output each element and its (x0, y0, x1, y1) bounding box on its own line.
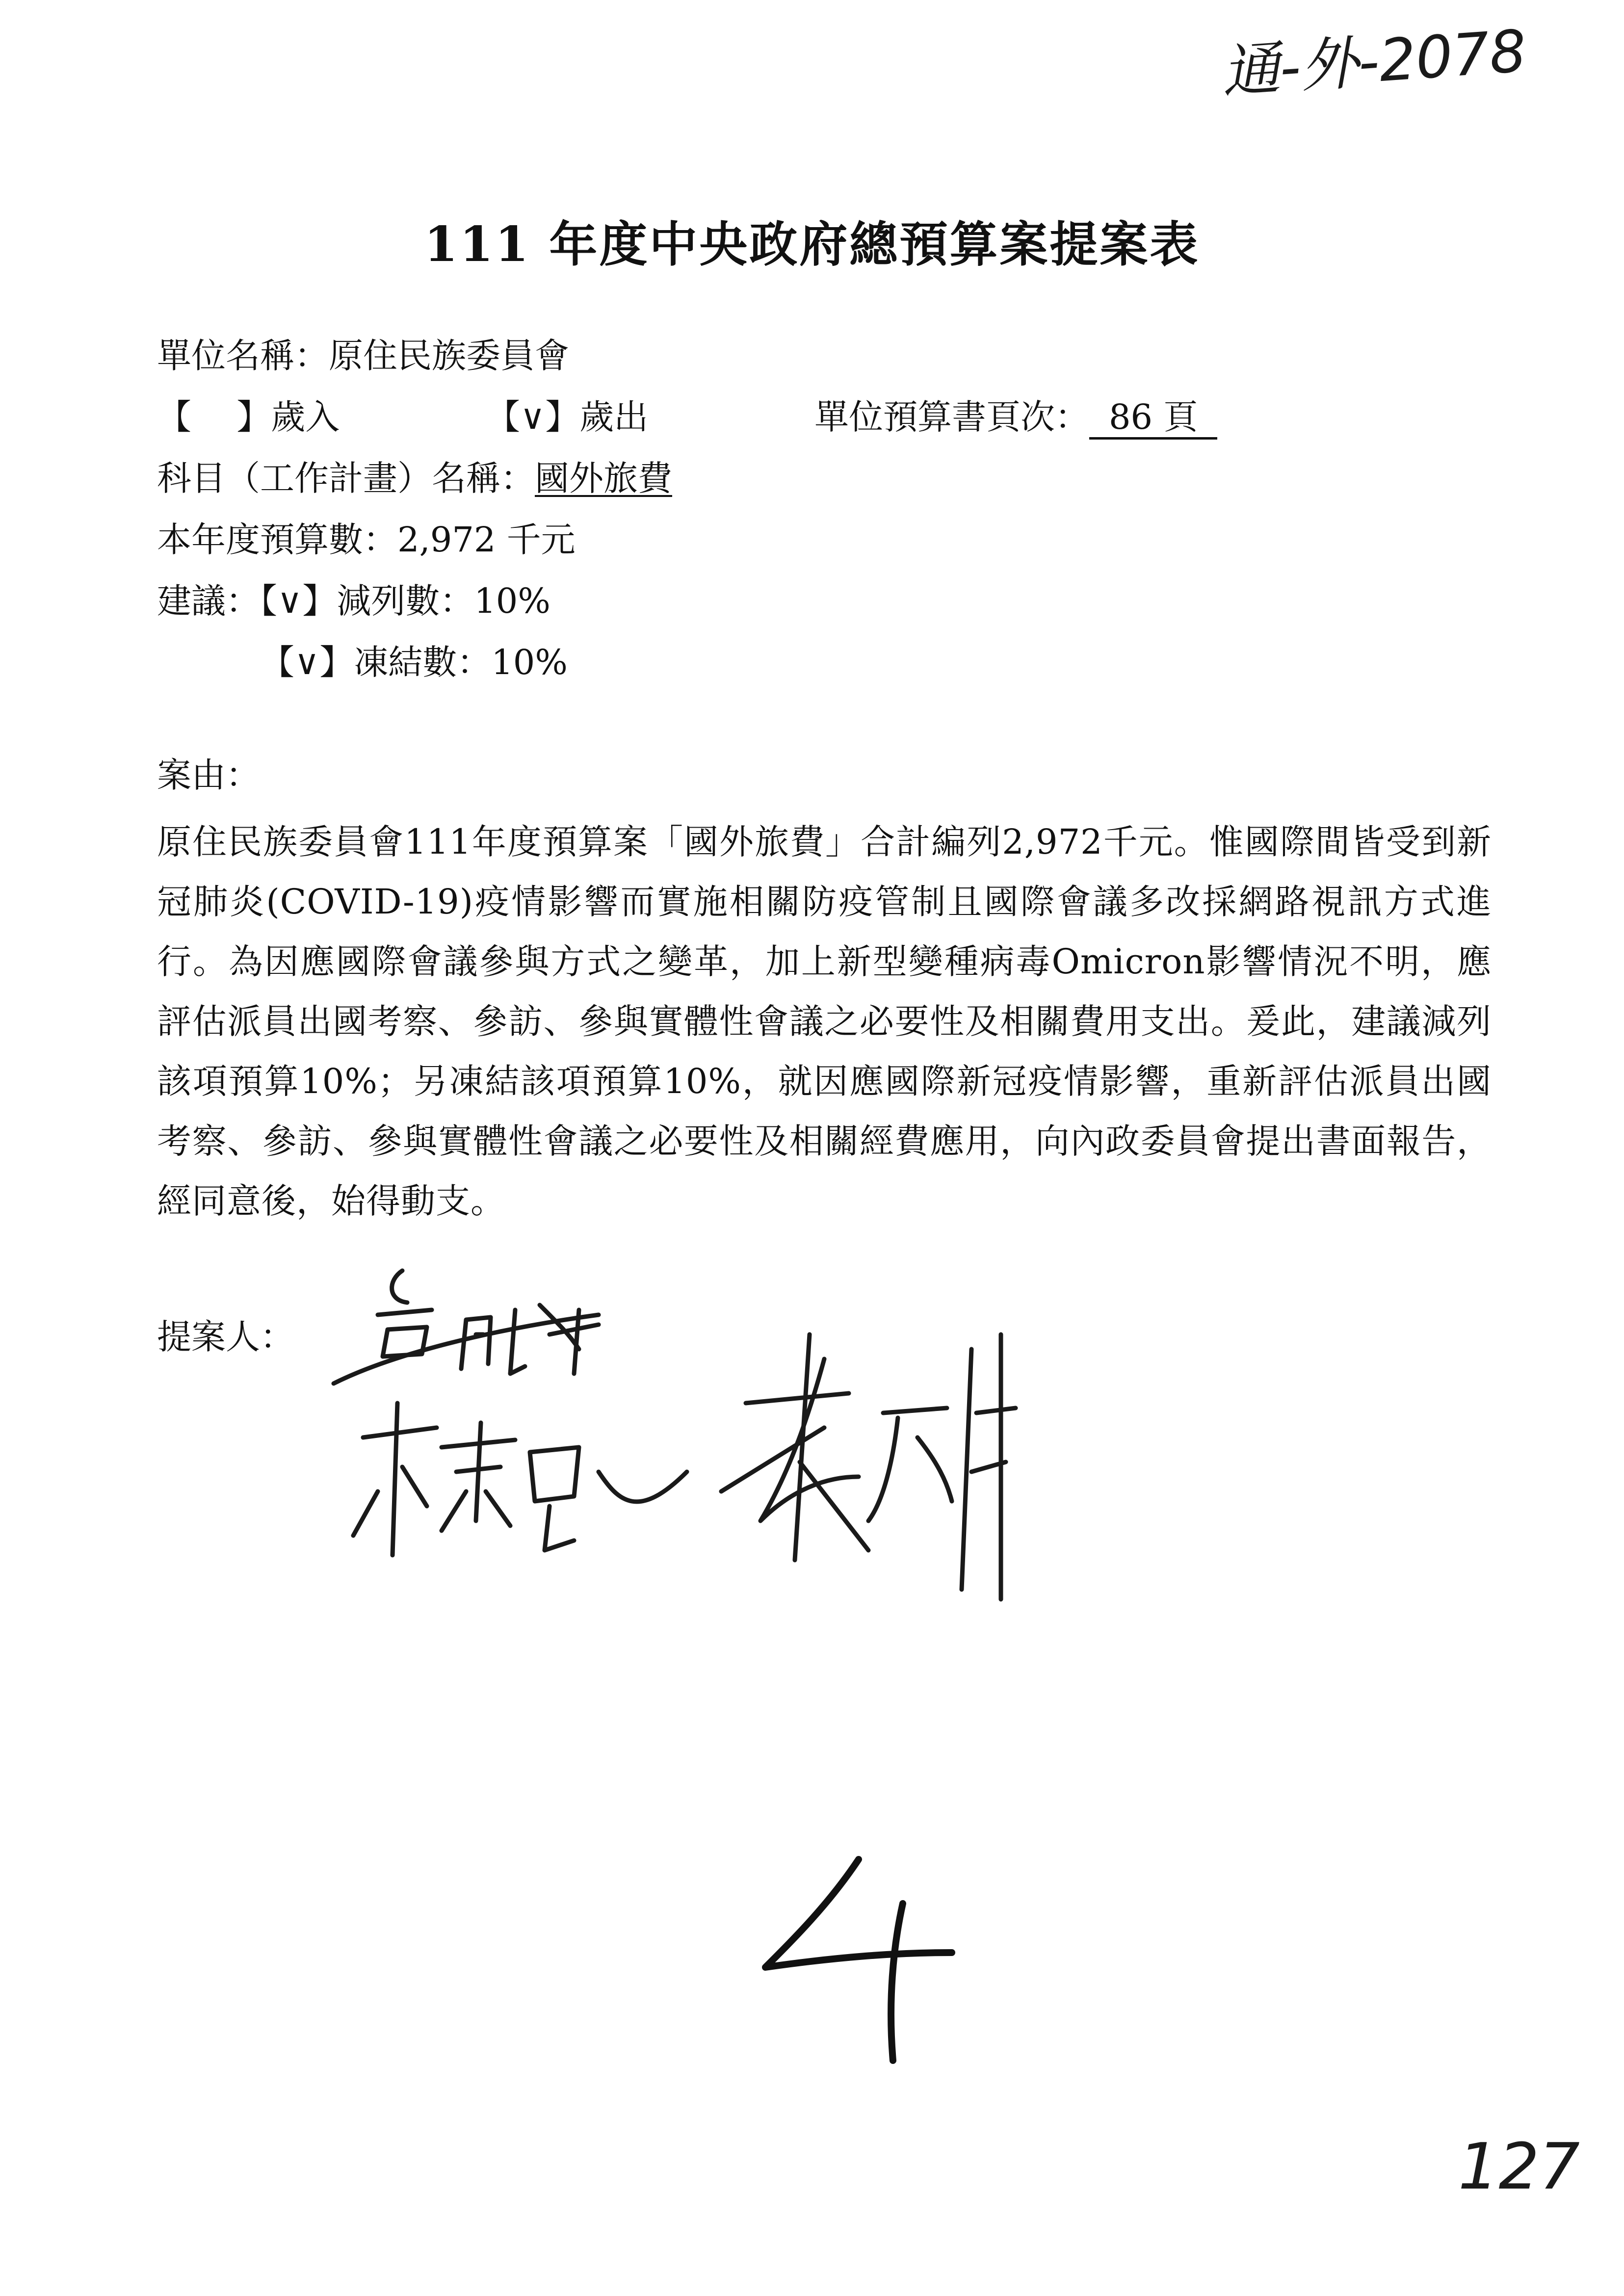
page-reference (814, 397, 1217, 440)
unit-label: 單位名稱： (157, 336, 329, 376)
cut-value: 10% (474, 581, 550, 621)
unit-value: 原住民族委員會 (329, 336, 569, 376)
page-title: 111 年度中央政府總預算案提案表 (424, 216, 1200, 273)
freeze-value: 10% (491, 642, 568, 682)
freeze-checkbox: 【∨】 (260, 642, 354, 682)
budget-row (157, 520, 576, 560)
subject-label: 科目（工作計畫）名稱： (157, 458, 535, 498)
suggestion-cut-row (157, 581, 550, 621)
revenue-label: 歲入 (271, 397, 340, 437)
cut-label: 減列數： (337, 581, 474, 621)
document-reference-number: 通-外-2078 (1219, 17, 1528, 106)
expense-label: 歲出 (579, 397, 649, 437)
subject-row (157, 458, 672, 498)
signature-2 (343, 1393, 697, 1580)
freeze-label: 凍結數： (354, 642, 492, 682)
revenue-checkbox: 【 】 (157, 397, 271, 437)
budget-value: 2,972 千元 (397, 520, 576, 560)
revenue-option (157, 397, 340, 437)
signature-1 (304, 1256, 648, 1413)
proposer-label: 提案人： (157, 1317, 294, 1357)
suggestion-freeze-row (260, 642, 568, 682)
cut-checkbox: 【∨】 (260, 581, 337, 621)
budget-label: 本年度預算數： (157, 520, 397, 560)
reason-text: 原住民族委員會111年度預算案「國外旅費」合計編列2,972千元。惟國際間皆受到新冠肺炎(COVID-19)疫情影響而實施相關防疫管制且國際會議多改採網路視訊方式進行。為因應國際會議參與方式之變革，加上新型變種病毒Omicron影響情況不明，應評估派員出國考察、參訪、參與實體性會議之必要性及相關費用支出。爰此，建議減列該項預算10%；另凍結該項預算10%，就因應國際新冠疫情影響，重新評估派員出國考察、參訪、參與實體性會議之必要性及相關經費應用，向內政委員會提出書面報告，經同意後，始得動支。 (157, 822, 1492, 1221)
page-reference-label: 單位預算書頁次： (814, 397, 1089, 437)
page-number: 127 (1458, 2129, 1580, 2204)
expense-option (486, 397, 649, 437)
signature-3 (662, 1315, 1055, 1648)
subject-value: 國外旅費 (535, 458, 672, 498)
reason-body (157, 812, 1492, 1231)
suggestion-label: 建議： (157, 581, 260, 621)
reason-label: 案由： (157, 755, 260, 795)
expense-checkbox: 【∨】 (486, 397, 580, 437)
unit-row (157, 336, 569, 376)
handwritten-number-mark (746, 1840, 991, 2075)
page-reference-value: 86 頁 (1089, 400, 1217, 440)
